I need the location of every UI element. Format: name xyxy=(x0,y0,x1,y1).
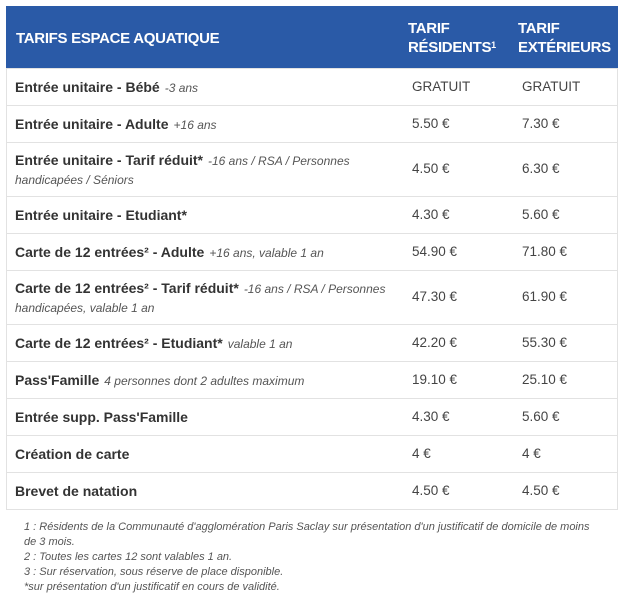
table-row xyxy=(7,142,617,196)
price-exterieur: 4 € xyxy=(522,446,541,461)
table-row xyxy=(7,324,617,361)
price-exterieur: 6.30 € xyxy=(522,161,560,176)
row-name: Entrée unitaire - Etudiant* xyxy=(15,207,187,223)
row-name: Création de carte xyxy=(15,446,130,462)
price-resident: 4.30 € xyxy=(412,207,450,222)
price-resident: 47.30 € xyxy=(412,289,458,304)
table-row xyxy=(7,472,617,509)
table-row xyxy=(7,270,617,324)
row-label xyxy=(15,243,405,262)
row-label xyxy=(15,151,405,189)
table-row xyxy=(7,361,617,398)
footnotes xyxy=(24,520,604,595)
table-row xyxy=(7,68,617,105)
header-col-exterieurs xyxy=(518,19,611,57)
price-resident: 4.50 € xyxy=(412,483,450,498)
price-resident: 5.50 € xyxy=(412,116,450,131)
table-row xyxy=(7,105,617,142)
row-note: +16 ans xyxy=(173,118,217,132)
row-name: Carte de 12 entrées² - Tarif réduit* xyxy=(15,280,239,296)
row-label xyxy=(15,115,405,134)
header-col-residents-sup: 1 xyxy=(491,40,496,50)
price-exterieur: 4.50 € xyxy=(522,483,560,498)
price-exterieur: 61.90 € xyxy=(522,289,568,304)
price-exterieur: 5.60 € xyxy=(522,207,560,222)
row-name: Pass'Famille xyxy=(15,372,100,388)
table-row xyxy=(7,233,617,270)
row-name: Entrée supp. Pass'Famille xyxy=(15,409,188,425)
row-label xyxy=(15,206,405,225)
row-note: 4 personnes dont 2 adultes maximum xyxy=(104,374,305,388)
price-resident: 19.10 € xyxy=(412,372,458,387)
table-row xyxy=(7,398,617,435)
price-exterieur: 25.10 € xyxy=(522,372,568,387)
footnote-3: 3 : Sur réservation, sous réserve de place disponible. xyxy=(24,566,284,578)
footnote-2: 2 : Toutes les cartes 12 sont valables 1 an. xyxy=(24,551,233,563)
row-label xyxy=(15,279,405,317)
price-exterieur: 7.30 € xyxy=(522,116,560,131)
row-name: Entrée unitaire - Bébé xyxy=(15,79,160,95)
row-note: -16 ans / RSA / Personnes handicapées, valable 1 an xyxy=(15,282,386,315)
row-note: -3 ans xyxy=(164,81,199,95)
header-col-residents-line1: TARIF xyxy=(408,20,450,37)
price-exterieur: GRATUIT xyxy=(522,79,581,94)
row-label xyxy=(15,482,405,501)
row-label xyxy=(15,334,405,353)
row-label xyxy=(15,445,405,464)
row-label xyxy=(15,408,405,427)
row-name: Entrée unitaire - Adulte xyxy=(15,116,169,132)
price-exterieur: 55.30 € xyxy=(522,335,568,350)
header-col-residents xyxy=(408,19,496,57)
header-col-exterieurs-line1: TARIF xyxy=(518,20,560,37)
price-resident: 4 € xyxy=(412,446,431,461)
price-resident: GRATUIT xyxy=(412,79,471,94)
row-name: Brevet de natation xyxy=(15,483,138,499)
row-label xyxy=(15,371,405,390)
table-row xyxy=(7,196,617,233)
row-note: +16 ans, valable 1 an xyxy=(209,246,324,260)
header-col-residents-line2: RÉSIDENTS xyxy=(408,39,492,56)
footnote-1: 1 : Résidents de la Communauté d'agglomération Paris Saclay sur présentation d'un justificatif de domicile de moins de 3 mois. xyxy=(24,521,590,548)
tarifs-table xyxy=(6,6,618,510)
row-name: Entrée unitaire - Tarif réduit* xyxy=(15,152,203,168)
price-exterieur: 5.60 € xyxy=(522,409,560,424)
price-exterieur: 71.80 € xyxy=(522,244,568,259)
table-header xyxy=(6,6,618,68)
table-row xyxy=(7,435,617,472)
price-resident: 4.50 € xyxy=(412,161,450,176)
table-title: TARIFS ESPACE AQUATIQUE xyxy=(16,30,220,47)
row-note: -16 ans / RSA / Personnes handicapées / Séniors xyxy=(15,154,350,187)
row-name: Carte de 12 entrées² - Adulte xyxy=(15,244,205,260)
price-resident: 42.20 € xyxy=(412,335,458,350)
header-col-exterieurs-line2: EXTÉRIEURS xyxy=(518,39,611,56)
table-body xyxy=(6,68,618,510)
footnote-star: *sur présentation d'un justificatif en cours de validité. xyxy=(24,581,280,593)
row-name: Carte de 12 entrées² - Etudiant* xyxy=(15,335,223,351)
price-resident: 54.90 € xyxy=(412,244,458,259)
row-note: valable 1 an xyxy=(227,337,293,351)
price-resident: 4.30 € xyxy=(412,409,450,424)
row-label xyxy=(15,78,405,97)
